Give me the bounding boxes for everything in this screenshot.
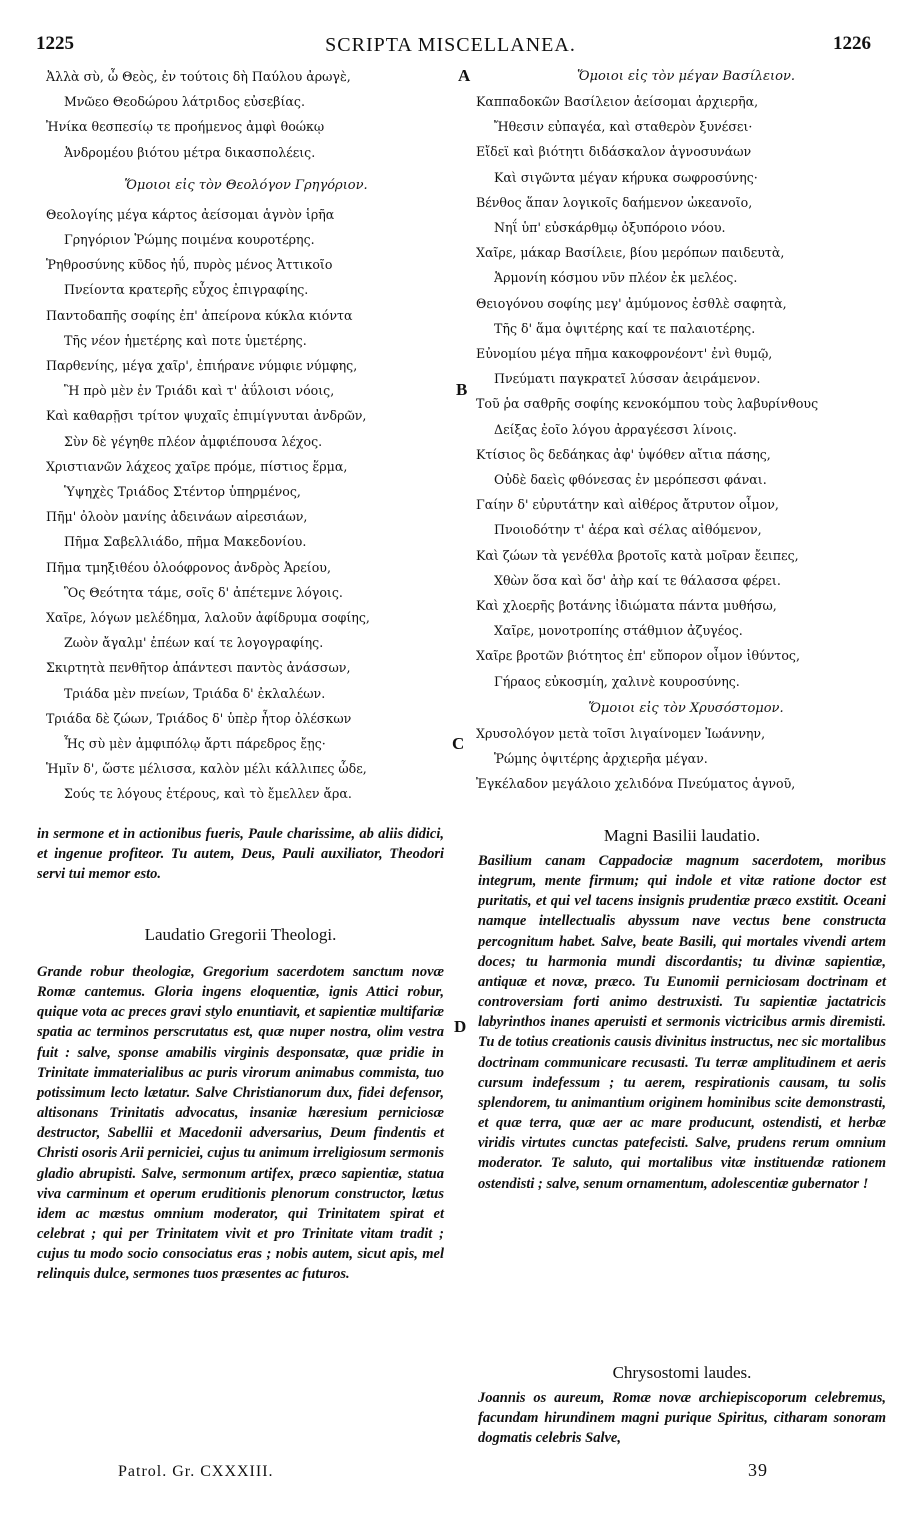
section-heading: Ὅμοιοι εἰς τὸν Θεολόγον Γρηγόριον. [124,177,368,193]
verse-line: Σκιρτητὰ πενθῆτορ ἁπάντεσι παντὸς ἀνάσσων, [46,660,351,676]
verse-line: Χρυσολόγον μετὰ τοῖσι λιγαίνομεν Ἰωάννην, [476,725,766,741]
latin-heading: Laudatio Gregorii Theologi. [144,925,337,944]
verse-line: Ἤθεσιν εὐπαγέα, καὶ σταθερὸν ξυνέσει· [494,119,753,135]
verse-line: Πνείοντα κρατερῆς εὖχος ἐπιγραφίης. [64,282,309,298]
latin-body: Grande robur theologiæ, Gregorium sacerdotem sanctum novæ Romæ cantemus. Gloria ingens eloquentiæ, ignis Attici robur, quique vota ac preces gravi stylo enuntiavit, et sapientiæ multifariæ spatia ac terminos perscrutatus est, quæ nuper nostra, olim vestra fuit : salve, sponse amabilis virginis desponsatæ, quæ pridie in Trinitate immaterialibus ac puris virorum animabus commista, tuo potissimum lecto lætatur. Salve Christianorum dux, fidei defensor, altisonans Trinitatis advocatus, insaniæ hæresium perniciosæ destructor, Sabellii et Macedonii adversarius, Deum findentis et Christi osoris Arii perniciei, cujus tu animum irreligiosum sermonis gladio abrupisti. Salve, sermonum artifex, præco sapientiæ, statua viva carminum et operum eruditionis plenorum constructor, lætus idem ac mæstus omnium moderator, qui Trinitatem spirat et celebrat ; qui per Trinitatem vivit et pro Trinitate vitam tradit ; cujus tu modo socio consociatus eras ; nobis autem, sicut apis, mel relinquis dulce, sermones tuos præsentes ac futuros. [37,964,444,1283]
verse-block [476,721,896,797]
verse-line: Τῆς δ' ἅμα ὀψιτέρης καί τε παλαιοτέρης. [494,320,756,336]
page-number-left: 1225 [36,33,74,54]
verse-line: Καὶ χλοερῆς βοτάνης ἰδιώματα πάντα μυθήσω, [476,598,777,614]
verse-line: Καὶ καθαρῇσι τρίτον ψυχαῖς ἐπιμίγνυται ἀνδρῶν, [46,408,367,424]
verse-line: Γαίην δ' εὐρυτάτην καὶ αἰθέρος ἄτρυτον οἶμον, [476,497,779,513]
verse-line: Τῆς νέον ἡμετέρης καὶ ποτε ὑμετέρης. [64,332,307,348]
verse-line: Ἡμῖν δ', ὥστε μέλισσα, καλὸν μέλι κάλλιπες ὧδε, [46,761,367,777]
verse-line: Χαῖρε, μονοτροπίης στάθμιον ἀζυγέος. [494,623,743,639]
verse-line: Ἀνδρομέου βιότου μέτρα δικασπολέεις. [64,144,316,160]
footer-volume: Patrol. Gr. CXXXIII. [118,1463,274,1480]
verse-line: Ὃς Θεότητα τάμε, σοῖς δ' ἀπέτεμνε λόγοις. [64,584,343,600]
verse-line: Εἴδεϊ καὶ βιότητι διδάσκαλον ἁγνοσυνάων [476,144,752,160]
verse-line: Ῥώμης ὀψιτέρης ἀρχιερῆα μέγαν. [494,751,708,767]
verse-line: Χαῖρε, λόγων μελέδημα, λαλοῦν ἀφίδρυμα σοφίης, [46,610,370,626]
section-heading: Ὅμοιοι εἰς τὸν μέγαν Βασίλειον. [577,69,795,84]
verse-line: Εὐνομίου μέγα πῆμα κακοφρονέοντ' ἐνὶ θυμῷ, [476,346,773,362]
verse-line: Χθὼν ὅσα καὶ ὅσ' ἀὴρ καί τε θάλασσα φέρει. [494,572,781,588]
latin-heading: Chrysostomi laudes. [612,1363,752,1382]
verse-line: Πῆμα Σαβελλιάδο, πῆμα Μακεδονίου. [64,534,307,550]
verse-line: Ὑψηχὲς Τριάδος Στέντορ ὑπηρμένος, [64,484,301,500]
verse-block [476,89,896,694]
verse-line: Θειογόνου σοφίης μεγ' ἀμύμονος ἐσθλὲ σαφητὰ, [476,295,787,311]
latin-body: Joannis os aureum, Romæ novæ archiepiscoporum celebremus, facundam hirundinem magni purique Spiritus, citharam sonoram dogmatis celebris Salve, [478,1390,886,1447]
verse-line: Ἀλλὰ σὺ, ὦ Θεὸς, ἐν τούτοις δὴ Παύλου ἀρωγὲ, [46,69,351,84]
verse-line: Πνοιοδότην τ' ἀέρα καὶ σέλας αἰθόμενον, [494,522,762,538]
verse-line: Ἁρμονίη κόσμου νῦν πλέον ἐκ μελέος. [494,270,738,286]
verse-line: Ἠνίκα θεσπεσίῳ τε προήμενος ἀμφὶ θοώκῳ [46,119,325,135]
section-heading: Ὅμοιοι εἰς τὸν Χρυσόστομον. [588,700,784,716]
verse-line: Πῆμα τμηξιθέου ὀλοόφρονος ἀνδρὸς Ἀρείου, [46,559,331,575]
verse-line: Τριάδα μὲν πνείων, Τριάδα δ' ἐκλαλέων. [64,685,326,701]
verse-line: Χαῖρε βροτῶν βιότητος ἐπ' εὔπορον οἶμον ἰθύντος, [476,648,800,664]
verse-line: Γήραος εὐκοσμίη, χαλινὲ κουροσύνης. [494,673,740,689]
verse-line: Καππαδοκῶν Βασίλειον ἀείσομαι ἀρχιερῆα, [476,94,759,109]
verse-line: Παντοδαπῆς σοφίης ἐπ' ἀπείρονα κύκλα κιόντα [46,307,353,323]
running-title: SCRIPTA MISCELLANEA. [325,34,576,56]
verse-line: Πνεύματι παγκρατεῖ λύσσαν ἀειράμενον. [494,371,761,387]
verse-line: Δείξας ἐοῖο λόγου ἀρραγέεσσι λίνοις. [494,421,737,437]
verse-line: Τοῦ ῥα σαθρῆς σοφίης κενοκόμπου τοὺς λαβυρίνθους [476,396,819,412]
latin-intro: in sermone et in actionibus fueris, Paule charissime, ab aliis didici, et ingenue profiteor. Tu autem, Deus, Pauli auxiliator, Theodori servi tui memor esto. [37,826,444,883]
greek-right-column [476,64,896,796]
verse-line: Σούς τε λόγους ἑτέρους, καὶ τὸ ἔμελλεν ἄρα. [64,786,352,802]
margin-marker-b: B [456,380,468,399]
verse-line: Πῆμ' ὀλοὸν μανίης ἀδεινάων αἱρεσιάων, [46,509,308,525]
verse-line: Οὐδὲ δαεὶς φθόνεσας ἐν μερόπεσσι φάναι. [494,472,767,488]
verse-line: Καὶ σιγῶντα μέγαν κήρυκα σωφροσύνης· [494,169,758,185]
greek-left-column [46,64,446,807]
verse-line: Ἐγκέλαδον μεγάλοιο χελιδόνα Πνεύματος ἁγνοῦ, [476,776,796,792]
page-number-right: 1226 [833,33,871,54]
verse-line: Γρηγόριον Ῥώμης ποιμένα κουροτέρης. [64,232,315,248]
verse-line: Βένθος ἅπαν λογικοῖς δαήμενον ὠκεανοῖο, [476,194,753,210]
margin-marker-c: C [452,734,465,753]
verse-line: Καὶ ζώων τὰ γενέθλα βροτοῖς κατὰ μοῖραν ἔειπες, [476,547,799,563]
verse-line: Χαῖρε, μάκαρ Βασίλειε, βίου μερόπων παιδευτὰ, [476,245,785,261]
verse-line: Νηΐ ὑπ' εὐσκάρθμῳ ὀξυπόροιο νόου. [494,220,726,236]
footer-sheet-number: 39 [748,1460,768,1480]
verse-line: Ζωὸν ἄγαλμ' ἐπέων καί τε λογογραφίης. [64,635,324,651]
verse-line: Χριστιανῶν λάχεος χαῖρε πρόμε, πίστιος ἕρμα, [46,458,348,474]
verse-line: Ῥηθροσύνης κῦδος ἠΰ, πυρὸς μένος Ἀττικοῖο [46,257,333,273]
margin-marker-a: A [458,66,471,85]
verse-block [46,202,446,807]
latin-heading: Magni Basilii laudatio. [603,826,761,845]
verse-line: Θεολογίης μέγα κάρτος ἀείσομαι ἁγνὸν ἱρῆα [46,206,335,222]
verse-line: Σὺν δὲ γέγηθε πλέον ἀμφιέπουσα λέχος. [64,433,323,449]
verse-line: Παρθενίης, μέγα χαῖρ', ἐπιήρανε νύμφιε νύμφης, [46,358,358,374]
latin-body: Basilium canam Cappadociæ magnum sacerdotem, moribus integrum, mente firmum; qui indole et vitæ ratione doctor est puritatis, et qui vel tacens insignis prudentiæ præco exstitit. Oceani namque intellectualis abyssum nave vectus bene constructa percognitum habet. Salve, beate Basili, qui mortales vivendi artem doces; tu harmonia mundi discordantis; tu divinæ sapientiæ, antiquæ et novæ, præco. Tu Eunomii perniciosam doctrinam et controversiam forti animo destruxisti. Tu sapientiæ jactatricis labyrinthos inanes aperuisti et sermonis victricibus armis diremisti. Tu de totius creationis causis divinitus instructus, nec sic mortalibus doctrinam communicare recusasti. Tu terræ amplitudinem et aeris cursum indefessum ; tu aerem, respirationis causam, tu solis splendorem, tu animantium originem hominibus scite demonstrasti, et quæ terra, quæ aer ac mare producunt, ostendisti, et herbæ viridis virtutes cunctas patefecisti. Salve, prudens rerum omnium moderator. Te saluto, qui mortalibus vitæ instituendæ rationem ostendisti ; salve, senum ornamentum, adolescentiæ gubernator ! [478,853,886,1192]
verse-line: Κτίσιος ὃς δεδάηκας ἀφ' ὑψόθεν αἴτια πάσης, [476,446,771,462]
verse-line: Τριάδα δὲ ζώων, Τριάδος δ' ὑπὲρ ἦτορ ὀλέσκων [46,710,352,726]
verse-line: Μνῶεο Θεοδώρου λάτριδος εὐσεβίας. [64,94,305,110]
verse-line: Ἧς σὺ μὲν ἀμφιπόλῳ ἄρτι πάρεδρος ἔῃς· [64,736,326,752]
margin-marker-d: D [454,1017,467,1036]
verse-line: Ἣ πρὸ μὲν ἐν Τριάδι καὶ τ' ἀΰλοισι νόοις, [64,383,335,399]
